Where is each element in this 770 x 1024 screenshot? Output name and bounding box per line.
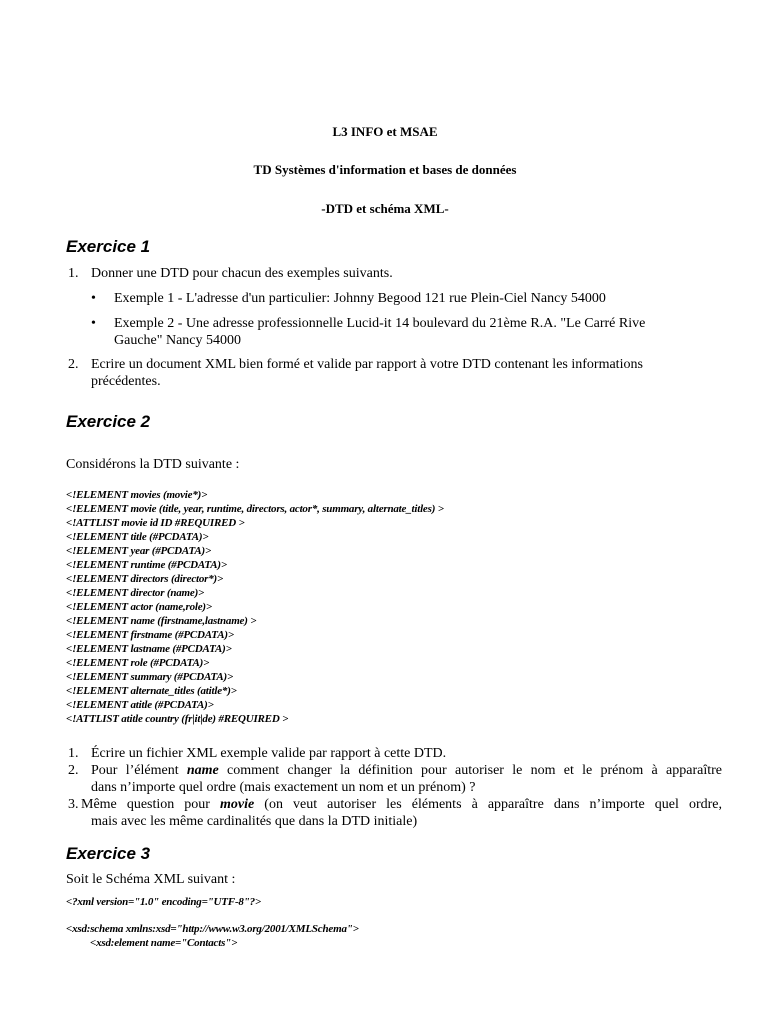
dtd-line: <!ELEMENT runtime (#PCDATA)> <box>66 559 227 571</box>
ex2-question-3-number: 3. <box>68 797 79 812</box>
dtd-line: <!ELEMENT director (name)> <box>66 587 205 599</box>
dtd-line: <!ATTLIST movie id ID #REQUIRED > <box>66 517 245 529</box>
ex1-bullet-2-symbol: • <box>91 316 96 331</box>
exercise-3-heading: Exercice 3 <box>66 844 151 863</box>
xsd-schema-line: <xsd:schema xmlns:xsd="http://www.w3.org/2001/XMLSchema"> <box>66 923 359 935</box>
ex1-bullet-1-text: Exemple 1 - L'adresse d'un particulier: Johnny Begood 121 rue Plein-Ciel Nancy 54000 <box>114 291 606 306</box>
dtd-line: <!ELEMENT directors (director*)> <box>66 573 224 585</box>
ex2-question-2-keyword: name <box>186 763 219 778</box>
ex1-bullet-2-text-line2: Gauche" Nancy 54000 <box>114 333 242 348</box>
ex2-question-1-text: Écrire un fichier XML exemple valide par rapport à cette DTD. <box>91 746 447 761</box>
xsd-element-line: <xsd:element name="Contacts"> <box>90 937 238 949</box>
dtd-line: <!ELEMENT movies (movie*)> <box>66 489 208 501</box>
ex1-item-1-text: Donner une DTD pour chacun des exemples suivants. <box>91 266 393 281</box>
dtd-line: <!ELEMENT alternate_titles (atitle*)> <box>66 685 237 697</box>
dtd-line: <!ELEMENT actor (name,role)> <box>66 601 212 613</box>
ex2-question-3-line1 <box>81 796 722 813</box>
dtd-line: <!ELEMENT summary (#PCDATA)> <box>66 671 234 683</box>
course-title: L3 INFO et MSAE <box>332 124 438 139</box>
dtd-line: <!ELEMENT year (#PCDATA)> <box>66 545 212 557</box>
ex2-question-2-number: 2. <box>68 763 79 778</box>
ex2-question-1-number: 1. <box>68 746 79 761</box>
dtd-line: <!ELEMENT firstname (#PCDATA)> <box>66 629 234 641</box>
td-subtitle: -DTD et schéma XML- <box>321 201 449 216</box>
ex2-question-2-line2: dans n’importe quel ordre (mais exactement un nom et un prénom) ? <box>91 780 476 795</box>
ex2-question-3-pre: Même question pour <box>81 797 221 812</box>
exercise-1-heading: Exercice 1 <box>66 237 151 256</box>
ex2-question-2-line1 <box>91 762 722 779</box>
dtd-line: <!ELEMENT movie (title, year, runtime, directors, actor*, summary, alternate_titles) > <box>66 503 444 515</box>
ex1-item-2-text-line1: Ecrire un document XML bien formé et valide par rapport à votre DTD contenant les informations <box>91 357 643 372</box>
ex1-bullet-1-symbol: • <box>91 291 96 306</box>
ex2-intro: Considérons la DTD suivante : <box>66 457 240 472</box>
ex2-question-3-keyword: movie <box>220 797 255 812</box>
td-title: TD Systèmes d'information et bases de données <box>253 162 517 177</box>
ex1-bullet-2-text-line1: Exemple 2 - Une adresse professionnelle Lucid-it 14 boulevard du 21ème R.A. "Le Carré Rive <box>114 316 646 331</box>
ex2-question-2-pre: Pour l’élément <box>91 763 187 778</box>
ex2-question-3-line2: mais avec les même cardinalités que dans la DTD initiale) <box>91 814 418 829</box>
ex2-question-3-post: (on veut autoriser les éléments à apparaître dans n’importe quel ordre, <box>254 797 722 812</box>
dtd-line: <!ELEMENT name (firstname,lastname) > <box>66 615 257 627</box>
xml-declaration-line: <?xml version="1.0" encoding="UTF-8"?> <box>66 896 261 908</box>
dtd-line: <!ELEMENT lastname (#PCDATA)> <box>66 643 232 655</box>
dtd-line: <!ELEMENT atitle (#PCDATA)> <box>66 699 214 711</box>
dtd-line: <!ELEMENT role (#PCDATA)> <box>66 657 210 669</box>
ex1-item-1-number: 1. <box>68 266 79 281</box>
ex3-intro: Soit le Schéma XML suivant : <box>66 872 236 887</box>
dtd-line: <!ATTLIST atitle country (fr|it|de) #REQUIRED > <box>66 713 289 725</box>
dtd-line: <!ELEMENT title (#PCDATA)> <box>66 531 209 543</box>
exercise-2-heading: Exercice 2 <box>66 412 151 431</box>
ex1-item-2-text-line2: précédentes. <box>91 374 161 389</box>
ex2-question-2-post: comment changer la définition pour autoriser le nom et le prénom à apparaître <box>218 763 723 778</box>
ex1-item-2-number: 2. <box>68 357 79 372</box>
